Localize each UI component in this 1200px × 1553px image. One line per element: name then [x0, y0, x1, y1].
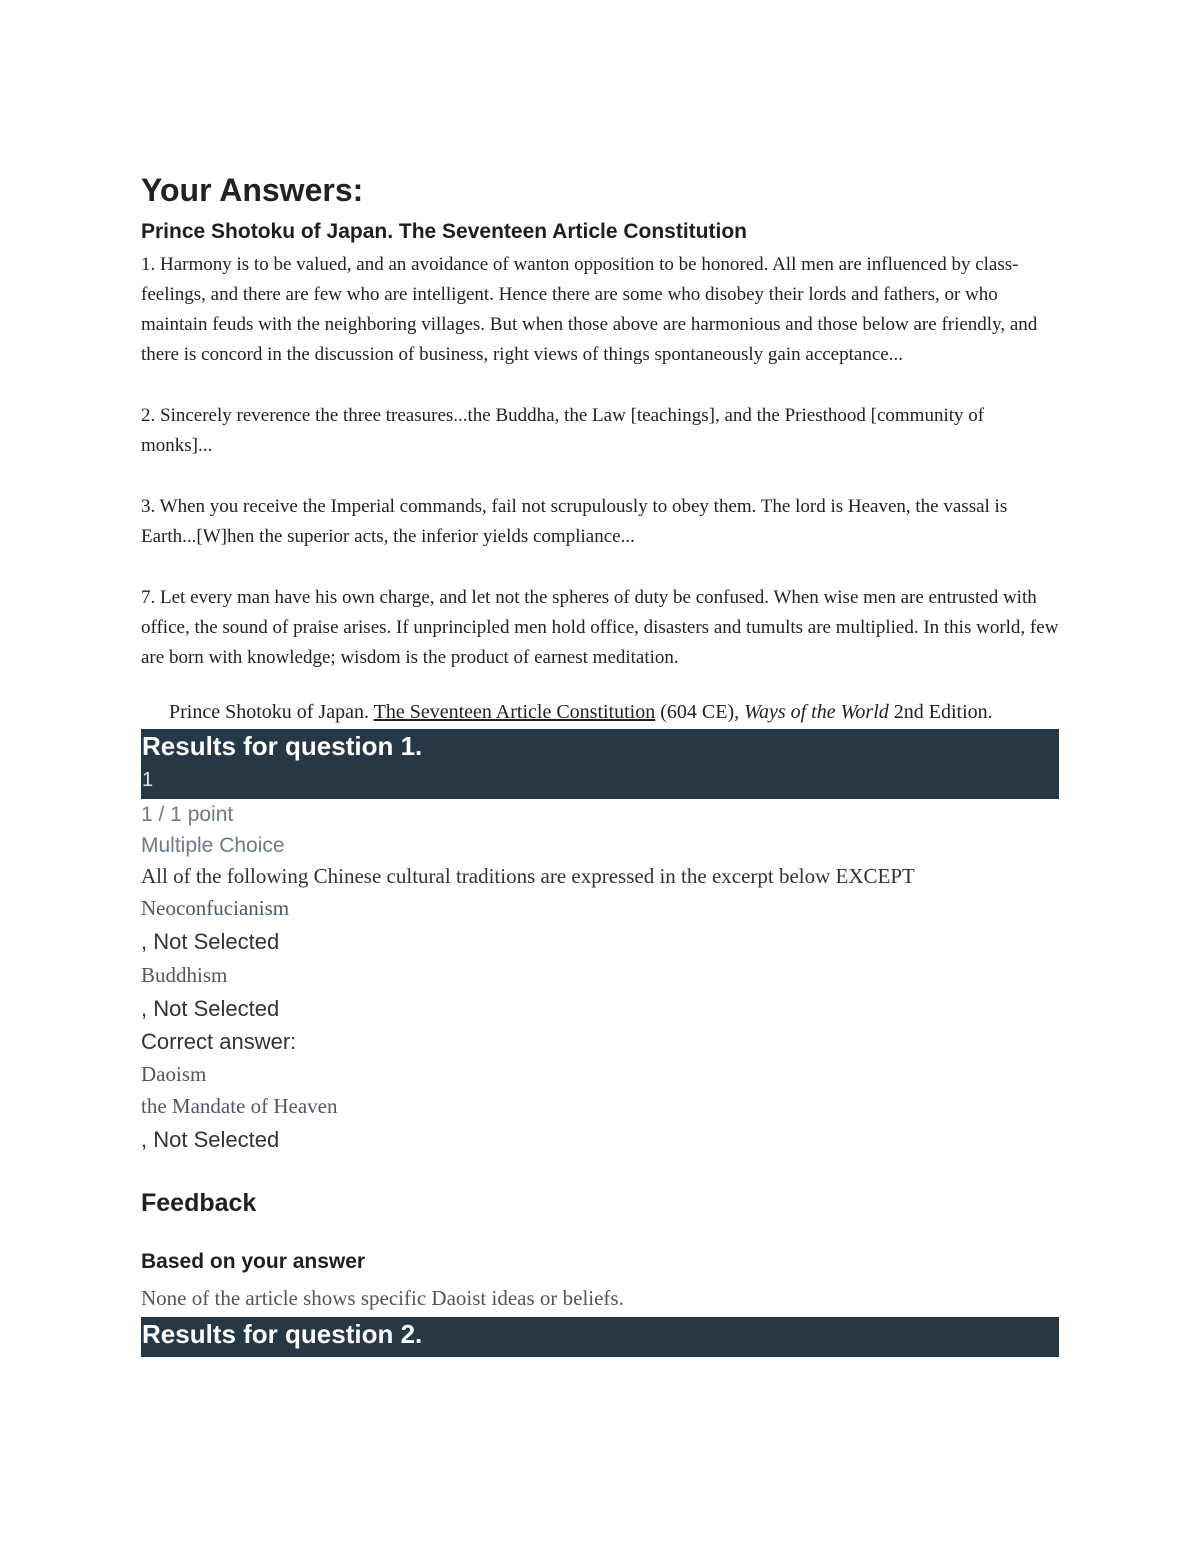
- article-7: 7. Let every man have his own charge, and let not the spheres of duty be confused. When wise men are entrusted with office, the sound of praise arises. If unprincipled men hold office, disasters and tumults are multiplied. In this world, few are born with knowledge; wisdom is the product of earnest meditation.: [141, 587, 1059, 668]
- article-2: 2. Sincerely reverence the three treasures...the Buddha, the Law [teachings], and the Priesthood [community of monks]...: [141, 405, 985, 456]
- option-text: the Mandate of Heaven: [141, 1094, 338, 1118]
- question-2-results-title: Results for question 2.: [142, 1319, 423, 1349]
- feedback-heading: Feedback: [141, 1189, 257, 1217]
- citation-work: The Seventeen Article Constitution: [373, 701, 656, 723]
- citation-book: Ways of the World: [744, 701, 889, 723]
- question-1-score: 1 / 1 point: [141, 803, 234, 826]
- question-1-results-title: Results for question 1.: [142, 731, 423, 761]
- option-status: , Not Selected: [141, 929, 280, 954]
- option-buddhism: [141, 959, 1059, 1026]
- answers-page: [141, 168, 1059, 1357]
- question-1-results-header: [141, 729, 1059, 799]
- option-text: Buddhism: [141, 963, 228, 987]
- question-2-results-header: [141, 1317, 1059, 1357]
- citation-prefix: Prince Shotoku of Japan.: [169, 701, 374, 723]
- option-daoism: [141, 1026, 1059, 1090]
- article-1: 1. Harmony is to be valued, and an avoidance of wanton opposition to be honored. All men are influenced by class-feelings, and there are few who are intelligent. Hence there are some who disobey their lords and fathers, or who maintain feuds with the neighboring villages. But when those above are harmonious and those below are friendly, and there is concord in the discussion of business, right views of things spontaneously gain acceptance...: [141, 254, 1038, 365]
- question-1-number: 1: [142, 769, 154, 791]
- question-1-type: Multiple Choice: [141, 834, 285, 857]
- citation-suffix: 2nd Edition.: [888, 701, 993, 723]
- option-status: , Not Selected: [141, 996, 280, 1021]
- question-1-options: [141, 892, 1059, 1157]
- option-status: , Not Selected: [141, 1127, 280, 1152]
- correct-answer-label: Correct answer:: [141, 1029, 297, 1054]
- feedback-text: None of the article shows specific Daoist ideas or beliefs.: [141, 1286, 624, 1310]
- option-mandate-of-heaven: [141, 1090, 1059, 1157]
- question-1-feedback: [141, 1187, 1059, 1315]
- article-3: 3. When you receive the Imperial commands, fail not scrupulously to obey them. The lord is Heaven, the vassal is Earth...[W]hen the superior acts, the inferior yields compliance...: [141, 496, 1008, 547]
- citation-middle: (604 CE),: [655, 701, 745, 723]
- page-title: Your Answers:: [141, 172, 364, 208]
- feedback-subheading: Based on your answer: [141, 1250, 366, 1273]
- excerpt-citation: [141, 697, 1059, 727]
- option-text: Neoconfucianism: [141, 896, 290, 920]
- option-text: Daoism: [141, 1062, 207, 1086]
- excerpt-title: Prince Shotoku of Japan. The Seventeen Article Constitution: [141, 220, 747, 243]
- option-neoconfucianism: [141, 892, 1059, 959]
- question-1-prompt: All of the following Chinese cultural traditions are expressed in the excerpt below EXCEPT: [141, 864, 915, 888]
